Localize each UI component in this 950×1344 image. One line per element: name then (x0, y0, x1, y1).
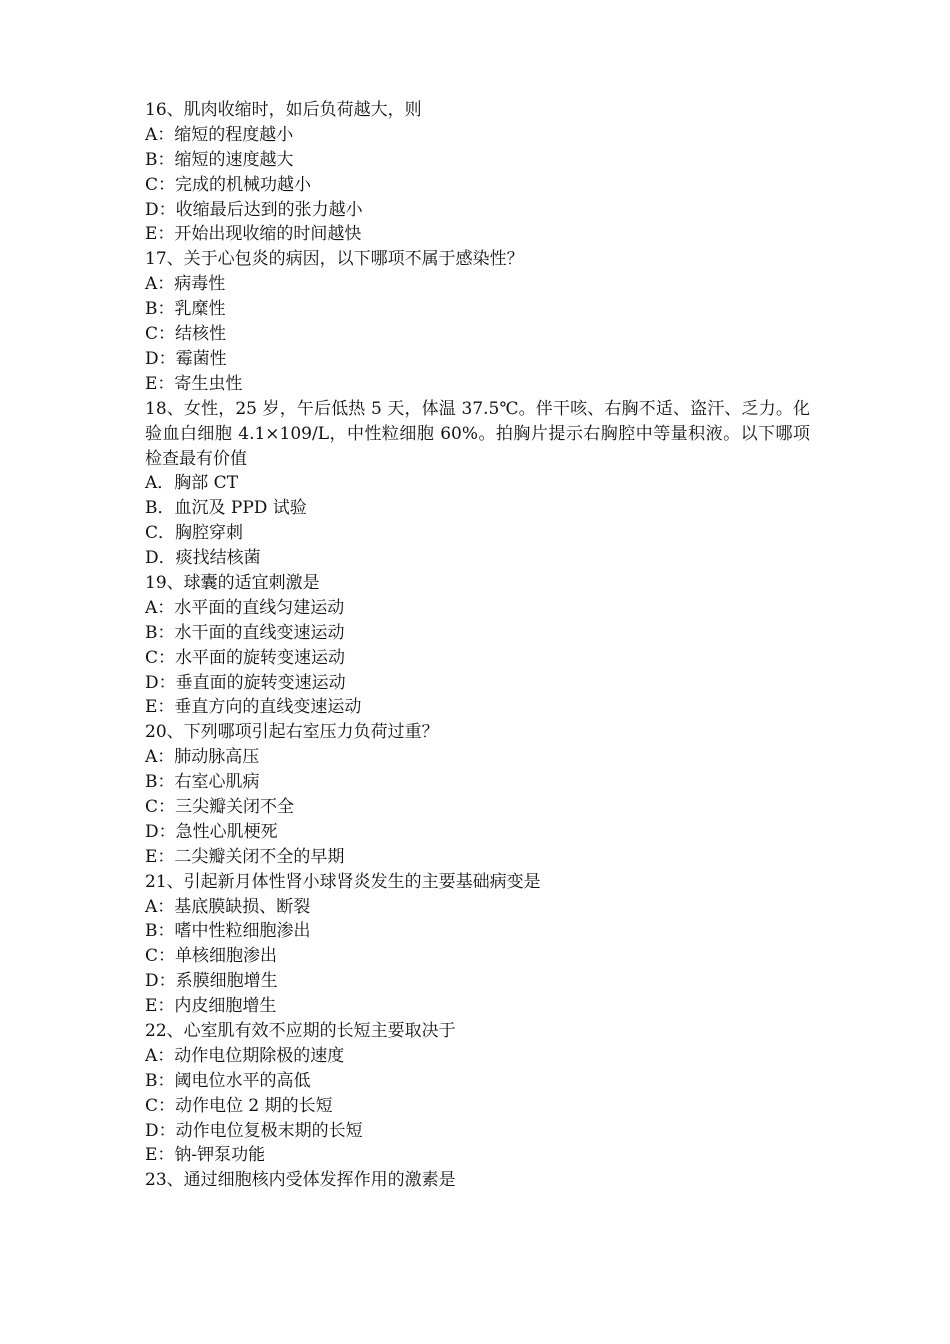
question-stem: 21、引起新月体性肾小球肾炎发生的主要基础病变是 (145, 871, 541, 892)
option-e: E：寄生虫性 (145, 373, 243, 394)
option-c: C：水平面的旋转变速运动 (145, 647, 346, 668)
option-a: A：水平面的直线匀建运动 (145, 597, 345, 618)
question-stem: 23、通过细胞核内受体发挥作用的激素是 (145, 1170, 456, 1191)
option-e: E：开始出现收缩的时间越快 (145, 224, 362, 245)
option-e: E：钠-钾泵功能 (145, 1145, 266, 1166)
option-a: A：肺动脉高压 (145, 747, 260, 768)
option-d: D：垂直面的旋转变速运动 (145, 672, 346, 693)
question-stem: 19、球囊的适宜刺激是 (145, 572, 320, 593)
question-stem: 16、肌肉收缩时，如后负荷越大，则 (145, 100, 422, 120)
question-18 (145, 397, 810, 571)
option-c: C：完成的机械功越小 (145, 174, 312, 195)
option-b: B：水干面的直线变速运动 (145, 622, 345, 643)
option-c: C：动作电位 2 期的长短 (145, 1095, 333, 1116)
question-23 (145, 1168, 810, 1193)
option-d: D：系膜细胞增生 (145, 971, 278, 992)
option-c: C：结核性 (145, 324, 227, 345)
option-e: E：二尖瓣关闭不全的早期 (145, 846, 345, 867)
question-stem: 20、下列哪项引起右室压力负荷过重？ (145, 722, 439, 743)
question-20 (145, 720, 810, 869)
option-b: B：缩短的速度越大 (145, 149, 294, 170)
question-stem: 17、关于心包炎的病因，以下哪项不属于感染性？ (145, 249, 524, 270)
option-c: C．胸腔穿刺 (145, 523, 244, 544)
option-a: A：缩短的程度越小 (145, 124, 294, 145)
option-a: A．胸部 CT (145, 473, 239, 494)
option-a: A：基底膜缺损、断裂 (145, 896, 311, 917)
question-17 (145, 247, 810, 396)
option-b: B：嗜中性粒细胞渗出 (145, 921, 311, 942)
option-c: C：三尖瓣关闭不全 (145, 796, 295, 817)
option-a: A：病毒性 (145, 274, 226, 295)
option-c: C：单核细胞渗出 (145, 946, 278, 967)
question-stem: 22、心室肌有效不应期的长短主要取决于 (145, 1021, 456, 1041)
question-19 (145, 571, 810, 720)
option-a: A：动作电位期除极的速度 (145, 1045, 345, 1066)
option-e: E：垂直方向的直线变速运动 (145, 697, 362, 718)
question-stem: 18、女性，25 岁，午后低热 5 天，体温 37.5℃。伴干咳、右胸不适、盗汗、乏力。化验血白细胞 4.1×109/L，中性粒细胞 60%。拍胸片提示右胸腔中等量积液。以下哪项检查最有价值 (145, 398, 810, 469)
question-22 (145, 1019, 810, 1168)
document-body (145, 98, 810, 1193)
option-e: E：内皮细胞增生 (145, 996, 277, 1017)
option-b: B：阈电位水平的高低 (145, 1070, 311, 1091)
option-d: D：霉菌性 (145, 348, 227, 369)
option-d: D：动作电位复极末期的长短 (145, 1120, 363, 1141)
option-d: D：收缩最后达到的张力越小 (145, 199, 363, 220)
option-b: B：乳糜性 (145, 299, 226, 320)
option-b: B．血沉及 PPD 试验 (145, 498, 307, 519)
question-16 (145, 98, 810, 247)
option-d: D．痰找结核菌 (145, 548, 261, 569)
option-d: D：急性心肌梗死 (145, 821, 278, 842)
option-b: B：右室心肌病 (145, 772, 260, 793)
question-21 (145, 870, 810, 1019)
